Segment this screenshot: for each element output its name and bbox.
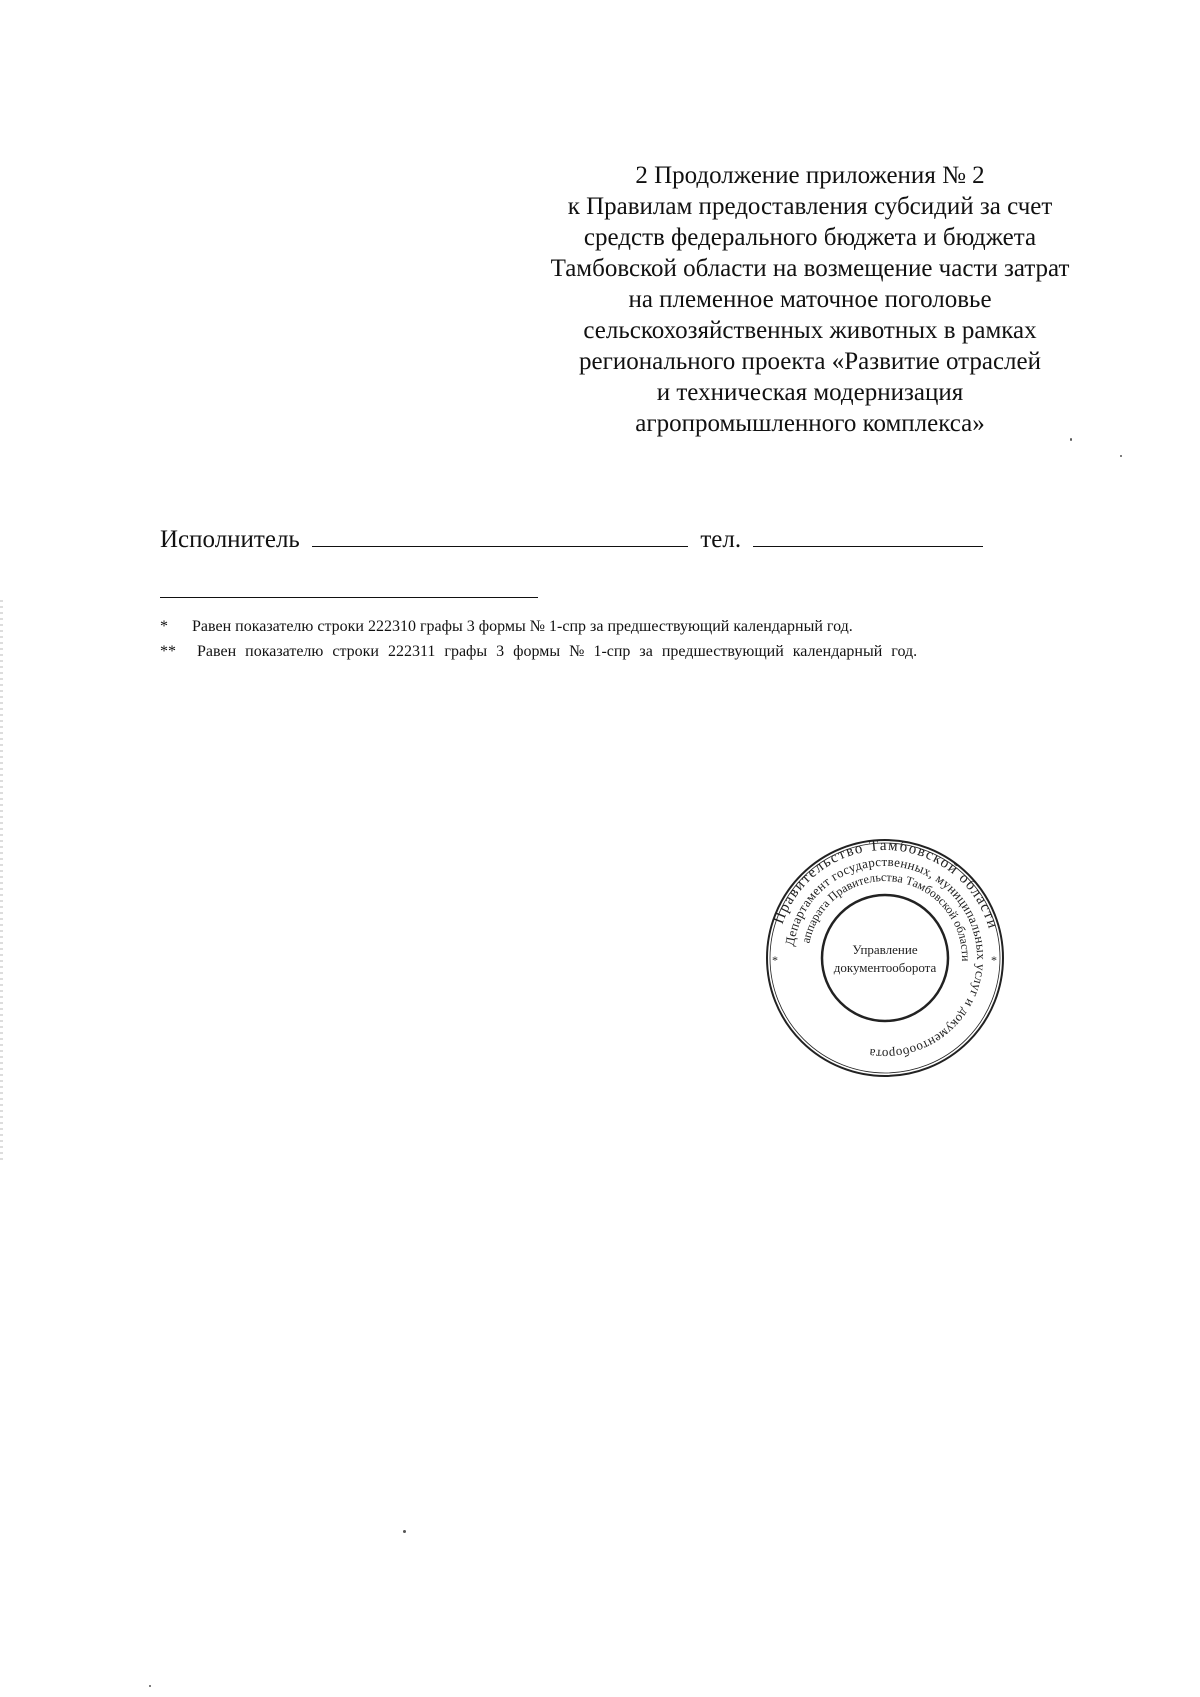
seal-star-right: * [991, 953, 997, 967]
header-line: регионального проекта «Развитие отраслей [579, 348, 1041, 375]
official-seal [765, 838, 1005, 1078]
executor-name-field[interactable] [312, 526, 688, 547]
footnote-separator [160, 597, 538, 598]
tel-field[interactable] [753, 526, 983, 547]
executor-label: Исполнитель [160, 526, 300, 553]
header-line: Тамбовской области на возмещение части затрат [550, 255, 1070, 282]
footnote-mark: ** [160, 643, 176, 660]
seal-center-line-1: Управление [852, 942, 918, 957]
tel-label: тел. [700, 526, 742, 553]
seal-center-line-2: документооборота [833, 960, 937, 975]
footnote-mark: * [160, 618, 168, 635]
header-line: на племенное маточное поголовье [628, 286, 992, 313]
executor-row [160, 526, 983, 554]
header-line: сельскохозяйственных животных в рамках [583, 317, 1037, 344]
footnote-text: Равен показателю строки 222311 графы 3 формы № 1-спр за предшествующий календарный год. [197, 643, 918, 660]
header-line: 2 Продолжение приложения № 2 [635, 162, 985, 189]
seal-outer-text: Правительство Тамбовской области [770, 838, 1001, 932]
seal-star-left: * [772, 953, 778, 967]
scan-speck [149, 1685, 151, 1687]
header-line: средств федерального бюджета и бюджета [583, 224, 1037, 251]
scan-speck [1120, 455, 1122, 457]
appendix-header [500, 160, 1120, 439]
scan-speck [1070, 438, 1072, 441]
seal-inner-text: аппарата Правительства Тамбовской области [798, 869, 974, 962]
footnote-2 [160, 643, 917, 661]
header-line: и техническая модернизация [656, 379, 964, 406]
header-line: к Правилам предоставления субсидий за счет [567, 193, 1053, 220]
header-line: агропромышленного комплекса» [635, 410, 985, 437]
scan-speck [403, 1530, 406, 1533]
scan-edge-artifact [0, 600, 3, 1160]
footnote-1 [160, 618, 853, 636]
seal-middle-text: Департамент государственных, муниципальных услуг и документооборота [781, 853, 990, 1063]
footnote-text: Равен показателю строки 222310 графы 3 формы № 1-спр за предшествующий календарный год. [192, 618, 853, 635]
